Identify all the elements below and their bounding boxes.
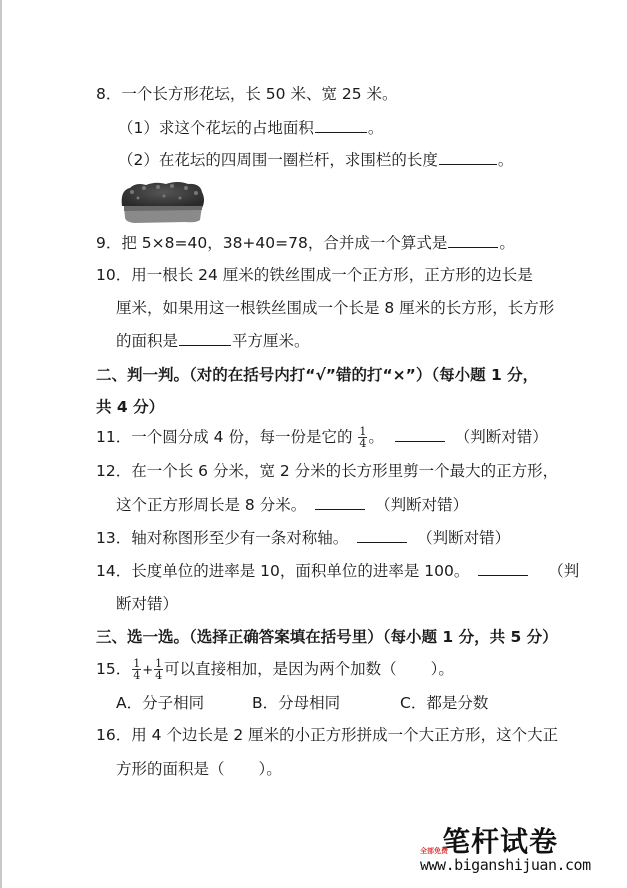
section-3-heading-text: 三、选一选。（选择正确答案填在括号里）（每小题 1 分，共 5 分） bbox=[96, 628, 558, 646]
plus-sign: + bbox=[142, 663, 154, 678]
punct: 。 bbox=[367, 119, 384, 137]
section-3-heading bbox=[96, 627, 558, 647]
question-8-sub2-text: （2）在花坛的四周围一圈栏杆，求围栏的长度 bbox=[118, 151, 438, 169]
question-16-text: 16．用 4 个边长是 2 厘米的小正方形拼成一个大正方形，这个大正 bbox=[96, 726, 559, 744]
judge-hint: （判断对错） bbox=[454, 428, 548, 446]
question-10-line3 bbox=[116, 331, 310, 351]
question-14-line2 bbox=[116, 594, 178, 614]
question-15-text: 可以直接相加，是因为两个加数（ bbox=[164, 660, 397, 678]
question-10-text-cont: 厘米，如果用这一根铁丝围成一个长是 8 厘米的长方形，长方形 bbox=[116, 299, 555, 317]
flower-bed-image bbox=[116, 178, 208, 224]
question-10-text: 10．用一根长 24 厘米的铁丝围成一个正方形，正方形的边长是 bbox=[96, 266, 533, 284]
question-8-stem bbox=[96, 84, 398, 104]
watermark-logo bbox=[420, 820, 600, 880]
fraction-one-quarter bbox=[358, 426, 367, 449]
question-12-line1 bbox=[96, 461, 558, 481]
answer-blank-14[interactable] bbox=[478, 561, 528, 576]
question-13 bbox=[96, 528, 510, 548]
punct: ）。 bbox=[258, 760, 282, 778]
fraction-one-quarter-b bbox=[154, 658, 163, 681]
question-9-text: 9．把 5×8=40，38+40=78，合并成一个算式是 bbox=[96, 234, 448, 252]
section-2-heading bbox=[96, 365, 538, 385]
question-16-text-cont: 方形的面积是（ bbox=[116, 760, 225, 778]
option-b[interactable]: B．分母相同 bbox=[252, 694, 341, 712]
question-12-line2 bbox=[116, 495, 468, 515]
unit-text: 平方厘米。 bbox=[232, 332, 310, 350]
punct: 。 bbox=[497, 151, 514, 169]
answer-blank-12[interactable] bbox=[315, 495, 365, 510]
answer-blank-9[interactable] bbox=[448, 233, 498, 248]
question-8-sub2 bbox=[118, 150, 513, 170]
question-14-line1 bbox=[96, 561, 579, 581]
watermark-url: www.biganshijuan.com bbox=[420, 856, 591, 874]
question-16-line1 bbox=[96, 725, 558, 745]
answer-blank-8-2[interactable] bbox=[439, 150, 497, 165]
fraction-one-quarter-a bbox=[132, 658, 141, 681]
question-8-text: 8．一个长方形花坛，长 50 米、宽 25 米。 bbox=[96, 85, 398, 103]
question-12-text: 12．在一个长 6 分米，宽 2 分米的长方形里剪一个最大的正方形， bbox=[96, 462, 559, 480]
fraction-denominator: 4 bbox=[133, 669, 141, 682]
fraction-denominator: 4 bbox=[155, 669, 163, 682]
judge-hint: （判 bbox=[548, 562, 580, 580]
fraction-numerator: 1 bbox=[133, 657, 141, 670]
punct: 。 bbox=[499, 234, 515, 252]
question-11 bbox=[96, 426, 548, 449]
option-a[interactable]: A．分子相同 bbox=[116, 694, 205, 712]
question-15-options bbox=[116, 693, 488, 713]
answer-blank-10[interactable] bbox=[179, 331, 231, 346]
question-16-line2 bbox=[116, 759, 282, 779]
question-11-text: 11．一个圆分成 4 份，每一份是它的 bbox=[96, 428, 358, 446]
page-left-border bbox=[0, 0, 2, 888]
question-8-sub1 bbox=[118, 118, 383, 138]
question-8-sub1-text: （1）求这个花坛的占地面积 bbox=[118, 119, 314, 137]
question-15 bbox=[96, 658, 454, 681]
judge-hint: （判断对错） bbox=[375, 496, 469, 514]
punct: 。 bbox=[368, 428, 384, 446]
fraction-numerator: 1 bbox=[155, 657, 163, 670]
question-12-text-cont: 这个正方形周长是 8 分米。 bbox=[116, 496, 307, 514]
judge-hint-cont: 断对错） bbox=[116, 595, 179, 613]
answer-blank-8-1[interactable] bbox=[315, 118, 367, 133]
judge-hint: （判断对错） bbox=[417, 529, 511, 547]
section-2-heading-text: 二、判一判。（对的在括号内打“√”错的打“×”）（每小题 1 分， bbox=[96, 366, 539, 384]
fraction-numerator: 1 bbox=[359, 425, 367, 438]
question-13-text: 13．轴对称图形至少有一条对称轴。 bbox=[96, 529, 349, 547]
section-2-heading-text-cont: 共 4 分） bbox=[96, 398, 165, 416]
question-10-line2 bbox=[116, 298, 554, 318]
option-c[interactable]: C．都是分数 bbox=[400, 694, 489, 712]
punct: ）。 bbox=[430, 660, 454, 678]
section-2-heading-cont bbox=[96, 397, 164, 417]
fraction-denominator: 4 bbox=[359, 437, 367, 450]
question-15-number: 15． bbox=[96, 660, 132, 678]
answer-blank-11[interactable] bbox=[395, 427, 445, 442]
answer-blank-13[interactable] bbox=[357, 528, 407, 543]
question-10-line1 bbox=[96, 265, 533, 285]
watermark-brand: 笔杆试卷 bbox=[442, 825, 559, 858]
question-14-text: 14．长度单位的进率是 10，面积单位的进率是 100。 bbox=[96, 562, 470, 580]
watermark-free-tag: 全部免费 bbox=[420, 847, 448, 855]
question-10-text-cont: 的面积是 bbox=[116, 332, 179, 350]
question-9 bbox=[96, 233, 515, 253]
